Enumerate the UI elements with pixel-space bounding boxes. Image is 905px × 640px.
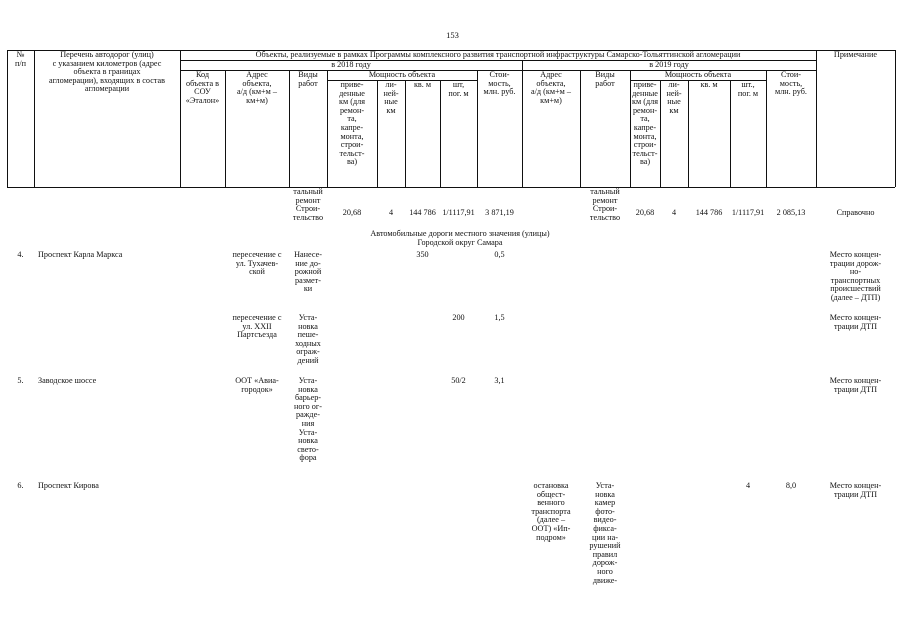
total-lin-2018: 4 (388, 208, 394, 217)
pcs-value: 200 (452, 313, 465, 322)
header-year-2018: в 2018 году (331, 60, 371, 69)
cost-value: 1,5 (494, 313, 505, 322)
total-sqm-2019: 144 786 (695, 208, 723, 217)
total-work-2019: тальный ремонт Строи- тельство (589, 187, 621, 222)
road-name: Проспект Карла Маркса (38, 250, 123, 259)
work-type: Уста- новка барьер- ного ог- ражде- ния Уста- новка свето- фора (294, 376, 322, 463)
total-note: Справочно (836, 208, 875, 217)
object-address: ООТ «Авиа- городок» (235, 376, 279, 394)
cost-value-2019: 8,0 (785, 481, 797, 490)
row-number: 6. (17, 481, 24, 490)
total-pcs-2019: 1/1117,91 (731, 208, 765, 217)
header-work-types-2018: Виды работ (298, 70, 318, 88)
header-road-list: Перечень автодорог (улиц) с указанием километров (адрес объекта в границах агломерации), входящих в состав агломерации (48, 50, 166, 94)
work-type: Уста- новка пеше- ходных ограж- дений (295, 313, 321, 365)
total-pcs-2018: 1/1117,91 (442, 208, 475, 217)
total-km-2018: 20,68 (342, 208, 362, 217)
road-name: Заводское шоссе (38, 376, 97, 385)
header-sqm-2018: кв. м (413, 80, 432, 89)
total-lin-2019: 4 (671, 208, 677, 217)
work-type: Нанесе- ние до- рожной размет- ки (294, 250, 322, 294)
header-work-types-2019: Виды работ (595, 70, 615, 88)
row-note: Место концен- трации ДТП (829, 313, 882, 331)
total-km-2019: 20,68 (635, 208, 655, 217)
row-number: 4. (17, 250, 24, 259)
pcs-value: 50/2 (451, 376, 466, 385)
total-cost-2019: 2 085,13 (776, 208, 806, 217)
header-capacity-2018: Мощность объекта (368, 70, 436, 79)
cost-value: 0,5 (494, 250, 505, 259)
header-num: № п/п (14, 50, 27, 68)
header-address-2018: Адрес объекта, а/д (км+м – км+м) (237, 70, 277, 105)
row-number: 5. (17, 376, 24, 385)
work-type-2019: Уста- новка камер фото- видео- фикса- ции на- рушений правил дорож- ного движе- (589, 481, 621, 585)
object-address: пересечение с ул. XXII Партсъезда (232, 313, 282, 340)
total-work-2018: тальный ремонт Строи- тельство (292, 187, 324, 222)
header-reduced-km-2018: приве- денные км (для ремон- та, капре- монта, строи- тельст- ва) (339, 80, 365, 167)
pcs-value-2019: 4 (745, 481, 751, 490)
header-cost-2018: Стои- мость, млн. руб. (483, 70, 516, 97)
header-note: Примечание (833, 50, 878, 59)
total-sqm-2018: 144 786 (409, 208, 436, 217)
header-linear-km-2018: ли- ней- ные км (383, 80, 399, 115)
header-group-title: Объекты, реализуемые в рамках Программы комплексного развития транспортной инфраструктуры Самарско-Тольяттинской агломерации (255, 50, 741, 59)
header-pcs-2018: шт, пог. м (448, 80, 469, 98)
header-pcs-2019: шт., пог. м (737, 80, 759, 98)
header-linear-km-2019: ли- ней- ные км (666, 80, 682, 115)
header-address-2019: Адрес объекта, а/д (км+м – км+м) (531, 70, 571, 105)
row-note: Место концен- трации дорож- но- транспортных происшествий (далее – ДТП) (829, 250, 882, 302)
header-sqm-2019: кв. м (700, 80, 718, 89)
object-address: пересечение с ул. Тухачев- ской (232, 250, 282, 277)
cost-value: 3,1 (494, 376, 505, 385)
page-number: 153 (446, 30, 459, 40)
road-name: Проспект Кирова (38, 481, 99, 490)
section-title: Автомобильные дороги местного значения (улицы) Городской округ Самара (370, 229, 550, 247)
header-cost-2019: Стои- мость, млн. руб. (775, 70, 807, 97)
row-note: Место концен- трации ДТП (829, 481, 882, 499)
object-address-2019: остановка общест- венного транспорта (далее – ООТ) «Ип- подром» (531, 481, 571, 542)
total-cost-2018: 3 871,19 (485, 208, 514, 217)
header-object-code: Код объекта в СОУ «Эталон» (185, 70, 220, 105)
sqm-value: 350 (416, 250, 429, 259)
row-note: Место концен- трации ДТП (829, 376, 882, 394)
header-reduced-km-2019: приве- денные км (для ремон- та, капре- монта, строи- тельст- ва) (632, 80, 658, 167)
header-capacity-2019: Мощность объекта (664, 70, 732, 79)
header-year-2019: в 2019 году (649, 60, 689, 69)
